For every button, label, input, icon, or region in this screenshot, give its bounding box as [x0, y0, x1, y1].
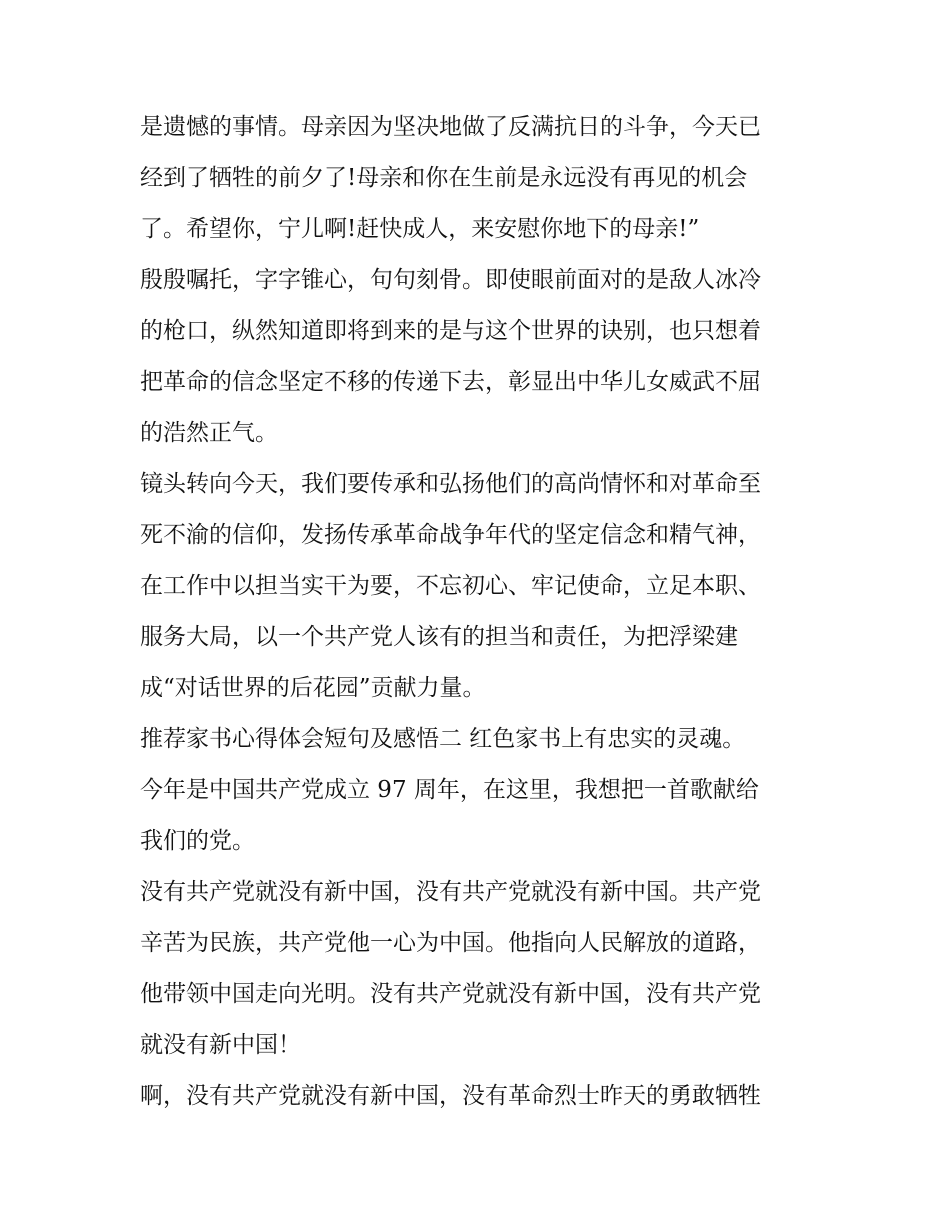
text-line: 的浩然正气。	[140, 420, 278, 446]
text-line: 殷殷嘱托，字字锥心，句句刻骨。即使眼前面对的是敌人冰冷	[140, 267, 761, 293]
text-line: 了。希望你，宁儿啊!赶快成人，来安慰你地下的母亲!”	[140, 216, 700, 242]
text-line: 服务大局，以一个共产党人该有的担当和责任，为把浮梁建	[140, 624, 738, 650]
text-line: 是遗憾的事情。母亲因为坚决地做了反满抗日的斗争，今天已	[140, 114, 761, 140]
text-line: 今年是中国共产党成立 97 周年，在这里，我想把一首歌献给	[140, 777, 759, 803]
text-line: 镜头转向今天，我们要传承和弘扬他们的高尚情怀和对革命至	[140, 471, 761, 497]
text-line: 推荐家书心得体会短句及感悟二 红色家书上有忠实的灵魂。	[140, 726, 746, 752]
text-line: 成“对话世界的后花园”贡献力量。	[140, 675, 486, 701]
text-line: 经到了牺牲的前夕了!母亲和你在生前是永远没有再见的机会	[140, 165, 748, 191]
text-line: 辛苦为民族，共产党他一心为中国。他指向人民解放的道路，	[140, 930, 761, 956]
text-line: 把革命的信念坚定不移的传递下去，彰显出中华儿女威武不屈	[140, 369, 761, 395]
text-line: 就没有新中国！	[140, 1032, 301, 1058]
text-line: 在工作中以担当实干为要，不忘初心、牢记使命，立足本职、	[140, 573, 761, 599]
text-line: 啊，没有共产党就没有新中国，没有革命烈士昨天的勇敢牺牲	[140, 1083, 761, 1109]
text-line: 我们的党。	[140, 828, 255, 854]
text-line: 没有共产党就没有新中国，没有共产党就没有新中国。共产党	[140, 879, 761, 905]
document-page	[140, 102, 820, 1122]
text-line: 他带领中国走向光明。没有共产党就没有新中国，没有共产党	[140, 981, 761, 1007]
text-line: 死不渝的信仰，发扬传承革命战争年代的坚定信念和精气神，	[140, 522, 761, 548]
text-line: 的枪口，纵然知道即将到来的是与这个世界的诀别，也只想着	[140, 318, 761, 344]
